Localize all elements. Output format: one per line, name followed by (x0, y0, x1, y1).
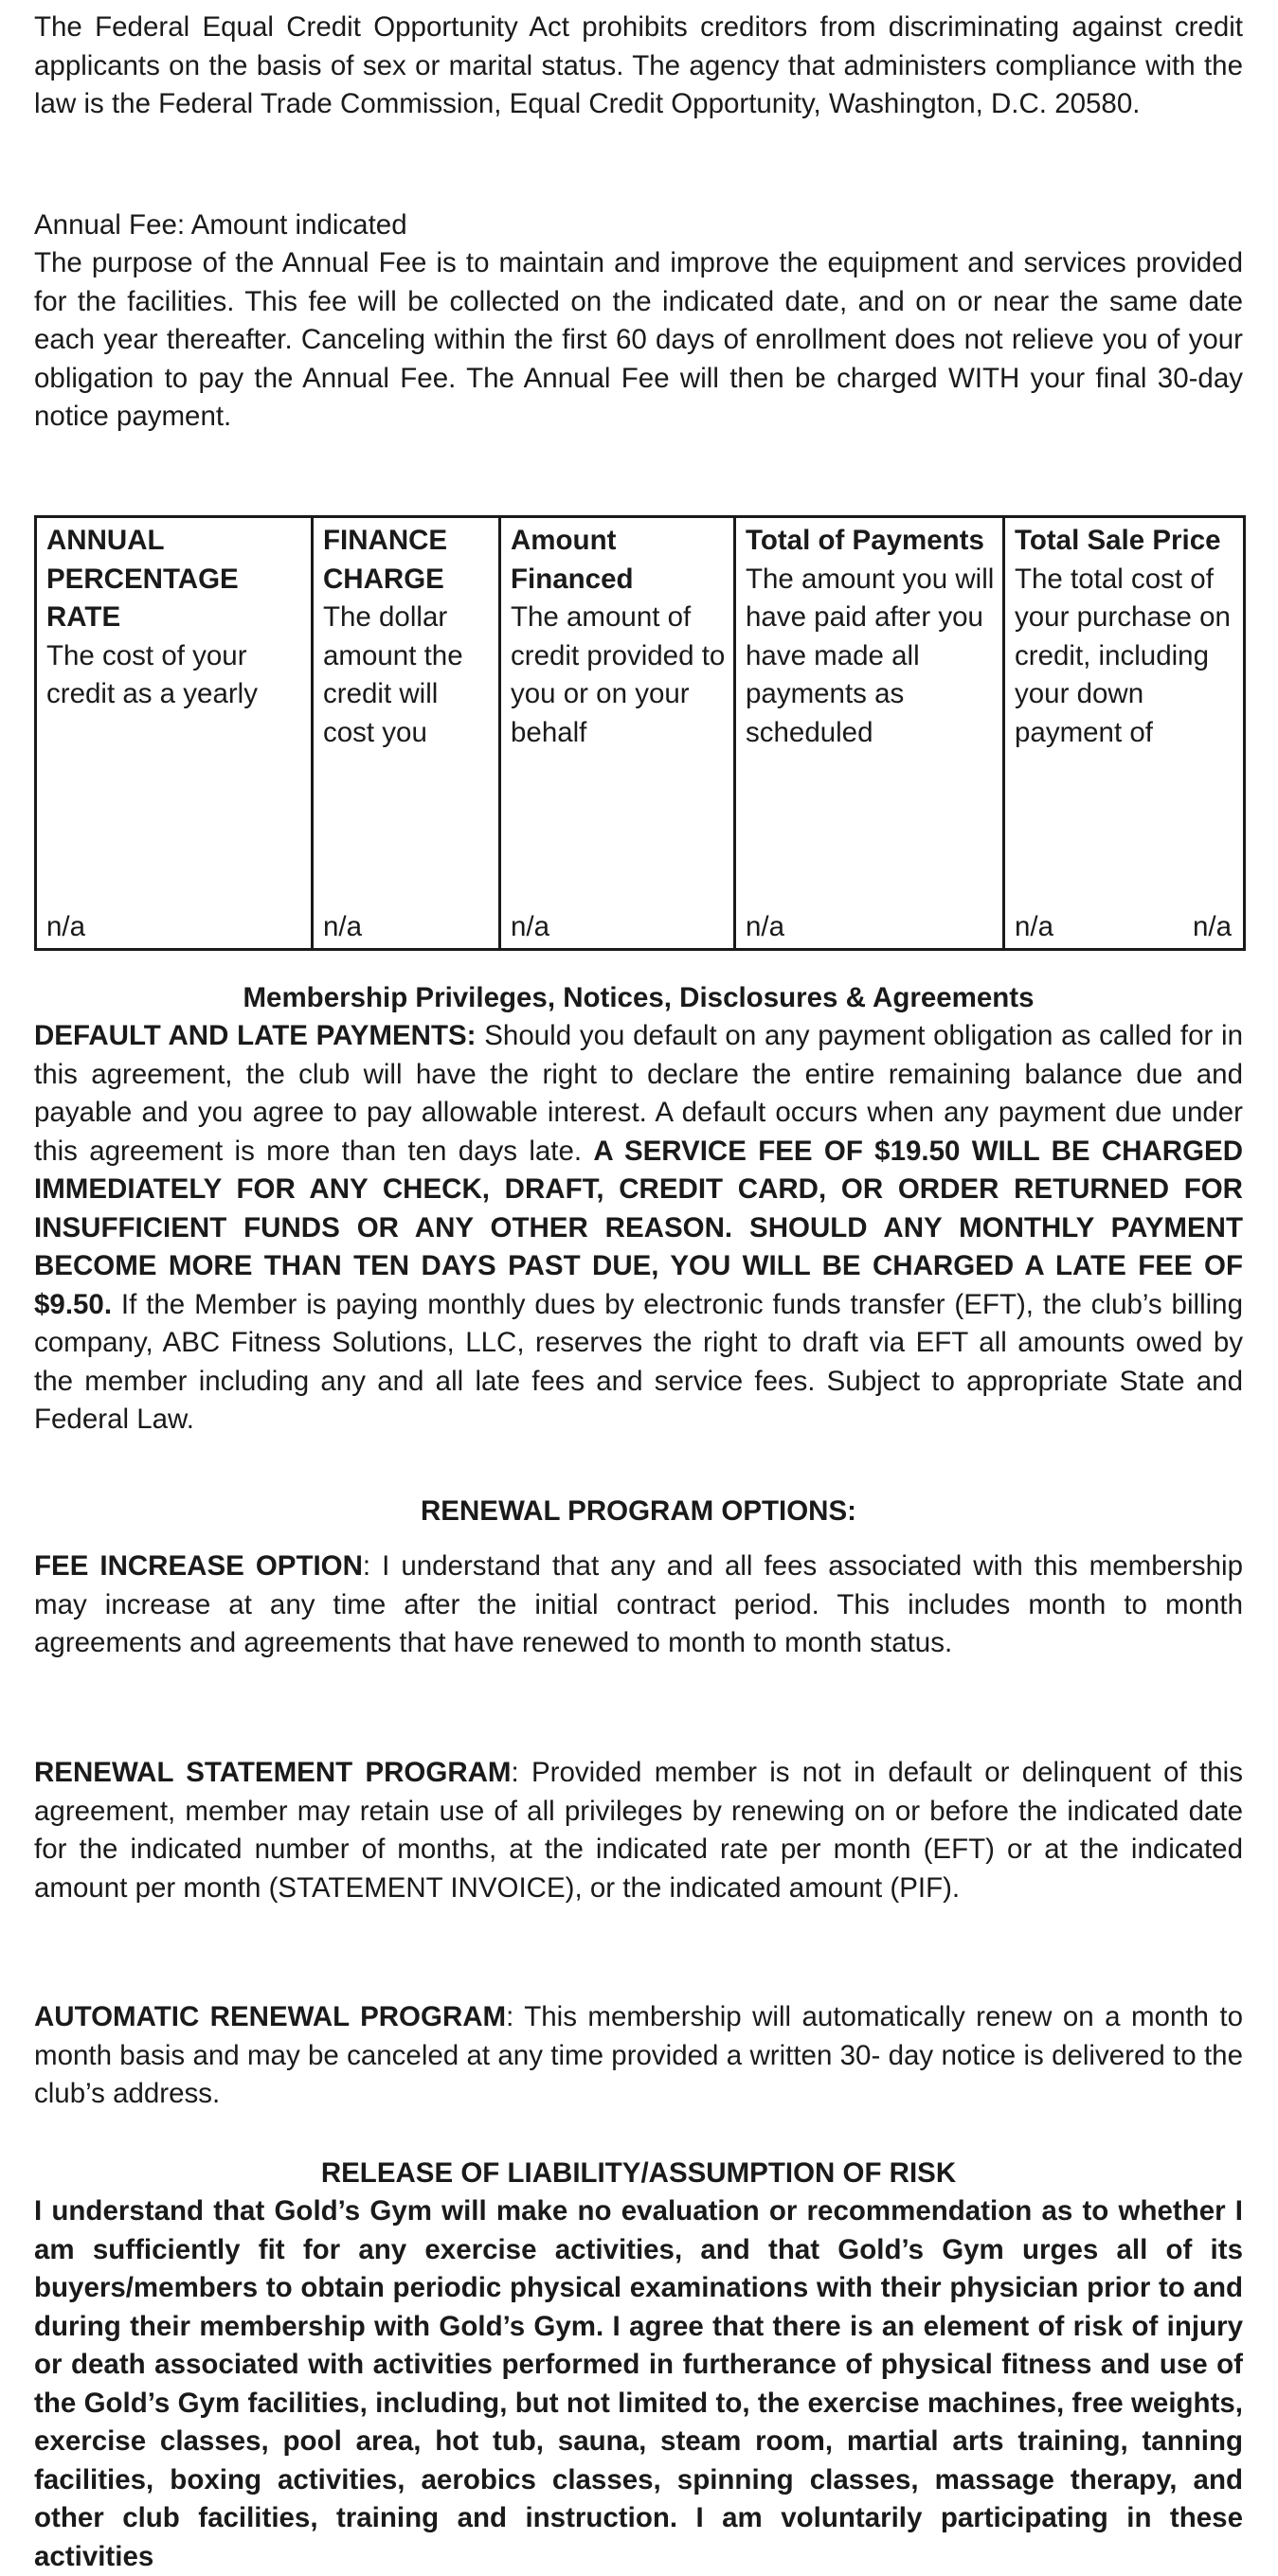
apr-value: n/a (46, 910, 86, 942)
renewal-statement-label: RENEWAL STATEMENT PROGRAM (34, 1757, 512, 1788)
apr-cell (36, 517, 313, 950)
default-late-payments-section (34, 1017, 1243, 1440)
annual-fee-label: Annual Fee: Amount indicated (34, 209, 407, 241)
total-payments-header: Total of Payments (746, 525, 984, 556)
finance-charge-cell (313, 517, 500, 950)
fee-increase-section (34, 1547, 1243, 1663)
down-payment-value: n/a (1192, 910, 1232, 942)
apr-description: The cost of your credit as a yearly (46, 639, 258, 709)
default-text: Should you default on any payment obligation as called for in this agreement, the club will have the right to declare the entire remaining balance due and payable and you agree to pay allowable interest. A default occurs when any payment due under this agreement is more than ten days late. (34, 1020, 1243, 1167)
total-payments-cell (735, 517, 1004, 950)
ecoa-notice: The Federal Equal Credit Opportunity Act prohibits creditors from discriminating against credit applicants on the basis of sex or marital status. The agency that administers compliance with the law is the Federal Trade Commission, Equal Credit Opportunity, Washington, D.C. 20580. (34, 11, 1243, 119)
renewal-heading: RENEWAL PROGRAM OPTIONS: (420, 1495, 856, 1527)
amount-financed-description: The amount of credit provided to you or on your behalf (511, 601, 726, 748)
renewal-statement-text: : Provided member is not in default or delinquent of this agreement, member may retain use of all privileges by renewing on or before the indicated date for the indicated number of months, at the indicated rate per month (EFT) or at the indicated amount per month (STATEMENT INVOICE), or the indicated amount (PIF). (34, 1757, 1243, 1904)
release-text: I understand that Gold’s Gym will make no evaluation or recommendation as to whether I am sufficiently fit for any exercise activities, and that Gold’s Gym urges all of its buyers/members to obtain periodic physical examinations with their physician prior to and during their membership with Gold’s Gym. I agree that there is an element of risk of injury or death associated with activities performed in furtherance of physical fitness and use of the Gold’s Gym facilities, including, but not limited to, the exercise machines, free weights, exercise classes, pool area, hot tub, sauna, steam room, martial arts training, tanning facilities, boxing activities, aerobics classes, spinning classes, massage therapy, and other club facilities, training and instruction. I am voluntarily participating in these activities (34, 2195, 1243, 2572)
automatic-renewal-text: : This membership will automatically renew on a month to month basis and may be canceled at any time provided a written 30- day notice is delivered to the club’s address. (34, 2001, 1243, 2109)
automatic-renewal-section (34, 1998, 1243, 2114)
amount-financed-cell (500, 517, 735, 950)
total-sale-price-value: n/a (1015, 910, 1054, 942)
total-sale-price-cell (1004, 517, 1245, 950)
finance-charge-description: The dollar amount the credit will cost you (323, 601, 463, 748)
total-payments-description: The amount you will have paid after you have made all payments as scheduled (746, 563, 995, 748)
total-sale-price-description: The total cost of your purchase on credit, including your down payment of (1015, 563, 1231, 748)
total-sale-price-header: Total Sale Price (1015, 525, 1221, 556)
fee-increase-label: FEE INCREASE OPTION (34, 1550, 363, 1582)
default-label: DEFAULT AND LATE PAYMENTS: (34, 1020, 477, 1051)
automatic-renewal-label: AUTOMATIC RENEWAL PROGRAM (34, 2001, 507, 2032)
renewal-statement-section (34, 1754, 1243, 1907)
release-section (34, 2192, 1243, 2576)
privileges-heading: Membership Privileges, Notices, Disclosures & Agreements (243, 982, 1035, 1013)
finance-charge-header: FINANCE CHARGE (323, 525, 448, 595)
eft-text: If the Member is paying monthly dues by electronic funds transfer (EFT), the club’s billing company, ABC Fitness Solutions, LLC, reserves the right to draft via EFT all amounts owed by the member including any and all late fees and service fees. Subject to appropriate State and Federal Law. (34, 1288, 1243, 1435)
amount-financed-header: Amount Financed (511, 525, 634, 595)
release-heading: RELEASE OF LIABILITY/ASSUMPTION OF RISK (320, 2157, 957, 2189)
fee-increase-text: : I understand that any and all fees associated with this membership may increase at any time after the initial contract period. This includes month to month agreements and agreements that have renewed to month to month status. (34, 1550, 1243, 1658)
finance-charge-value: n/a (323, 910, 363, 942)
amount-financed-value: n/a (511, 910, 550, 942)
annual-fee-text: The purpose of the Annual Fee is to maintain and improve the equipment and services provided for the facilities. This fee will be collected on the indicated date, and on or near the same date each year thereafter. Canceling within the first 60 days of enrollment does not relieve you of your obligation to pay the Annual Fee. The Annual Fee will then be charged WITH your final 30-day notice payment. (34, 247, 1243, 432)
service-fee-text: A SERVICE FEE OF $19.50 WILL BE CHARGED IMMEDIATELY FOR ANY CHECK, DRAFT, CREDIT CARD, OR ORDER RETURNED FOR INSUFFICIENT FUNDS OR ANY OTHER REASON. SHOULD ANY MONTHLY PAYMENT BECOME MORE THAN TEN DAYS PAST DUE, YOU WILL BE CHARGED A LATE FEE OF $9.50. (34, 1135, 1243, 1320)
total-payments-value: n/a (746, 910, 785, 942)
apr-header: ANNUAL PERCENTAGE RATE (46, 525, 239, 633)
truth-in-lending-table (34, 515, 1246, 951)
